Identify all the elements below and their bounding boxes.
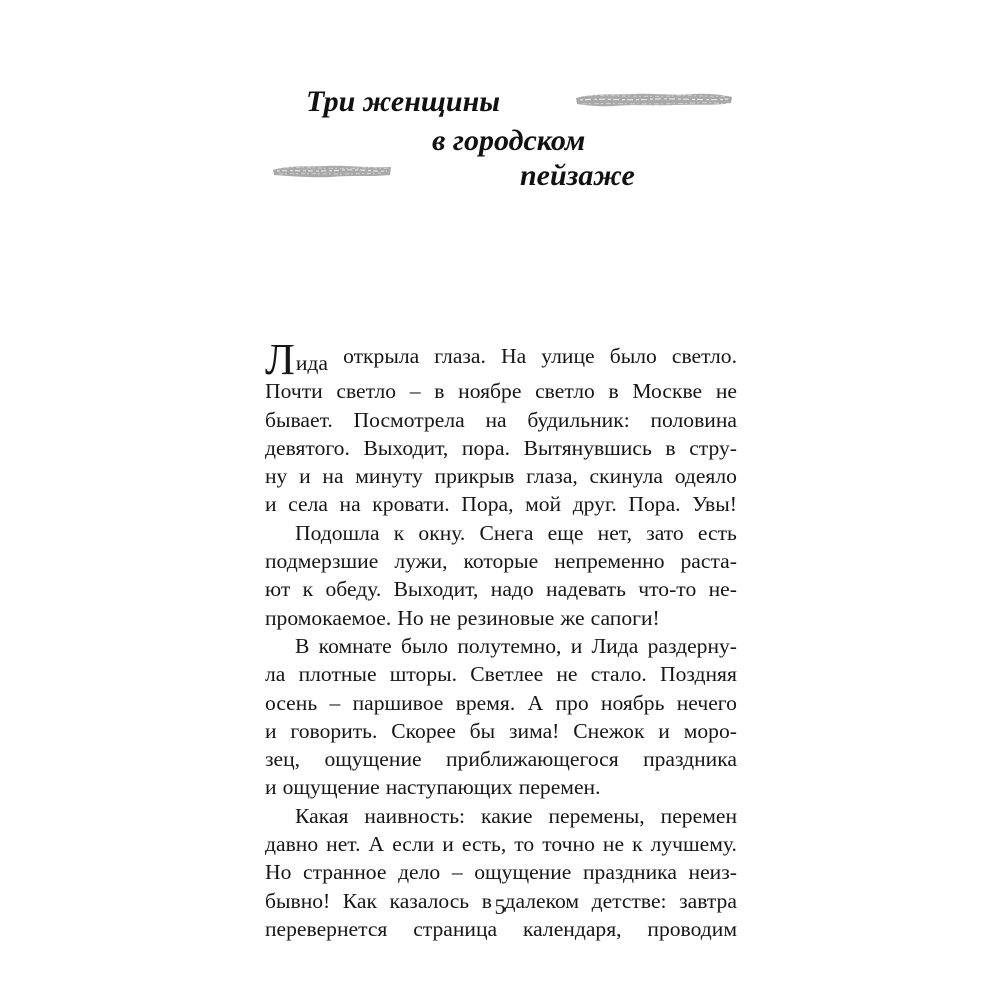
chapter-title-line-1: Три женщины [306,85,501,118]
text-line: промокаемое. Но не резиновые же сапоги! [265,605,660,630]
text-line: девятого. Выходит, пора. Вытянувшись в стру- [265,435,737,460]
text-line: осень – паршивое время. А про ноябрь нечего [265,690,737,715]
text-line: и села на кровати. Пора, мой друг. Пора. Увы! [265,492,737,517]
text-line: Лида открыла глаза. На улице было светло. [265,335,737,384]
decorative-brush-stroke-bottom [271,160,393,182]
text-line: Но странное дело – ощущение праздника неиз- [265,860,737,885]
text-line: ла плотные шторы. Светлее не стало. Поздняя [265,662,737,687]
text-line: Почти светло – в ноябре светло в Москве не [265,379,737,404]
text-line: подмерзшие лужи, которые непременно раста- [265,549,737,574]
page-number: 5 [494,894,506,919]
text-line: и говорить. Скорее бы зима! Снежок и моро- [265,718,737,743]
chapter-title-line-3: пейзаже [520,159,635,192]
text-line: перевернется страница календаря, проводим [265,916,737,941]
decorative-brush-stroke-top [574,89,734,111]
text-line: зец, ощущение приближающегося праздника [265,747,737,772]
text-line: В комнате было полутемно, и Лида раздерну- [295,633,737,658]
text-line: бывно! Как казалось в далеком детстве: завтра [265,888,737,913]
text-line: ну и на минуту прикрыв глаза, скинула одеяло [265,464,737,489]
text-line: давно нет. А если и есть, то точно не к лучшему. [265,832,737,857]
text-line: Подошла к окну. Снега еще нет, зато есть [295,520,737,545]
text-line: бывает. Посмотрела на будильник: половина [265,407,737,432]
drop-cap: Л [265,335,295,384]
text-line: ют к обеду. Выходит, надо надевать что-то не- [265,577,737,602]
chapter-title-line-2: в городском [432,124,586,157]
body-text [265,335,737,943]
text-line: и ощущение наступающих перемен. [265,775,601,800]
text-line: Какая наивность: какие перемены, перемен [295,803,737,828]
